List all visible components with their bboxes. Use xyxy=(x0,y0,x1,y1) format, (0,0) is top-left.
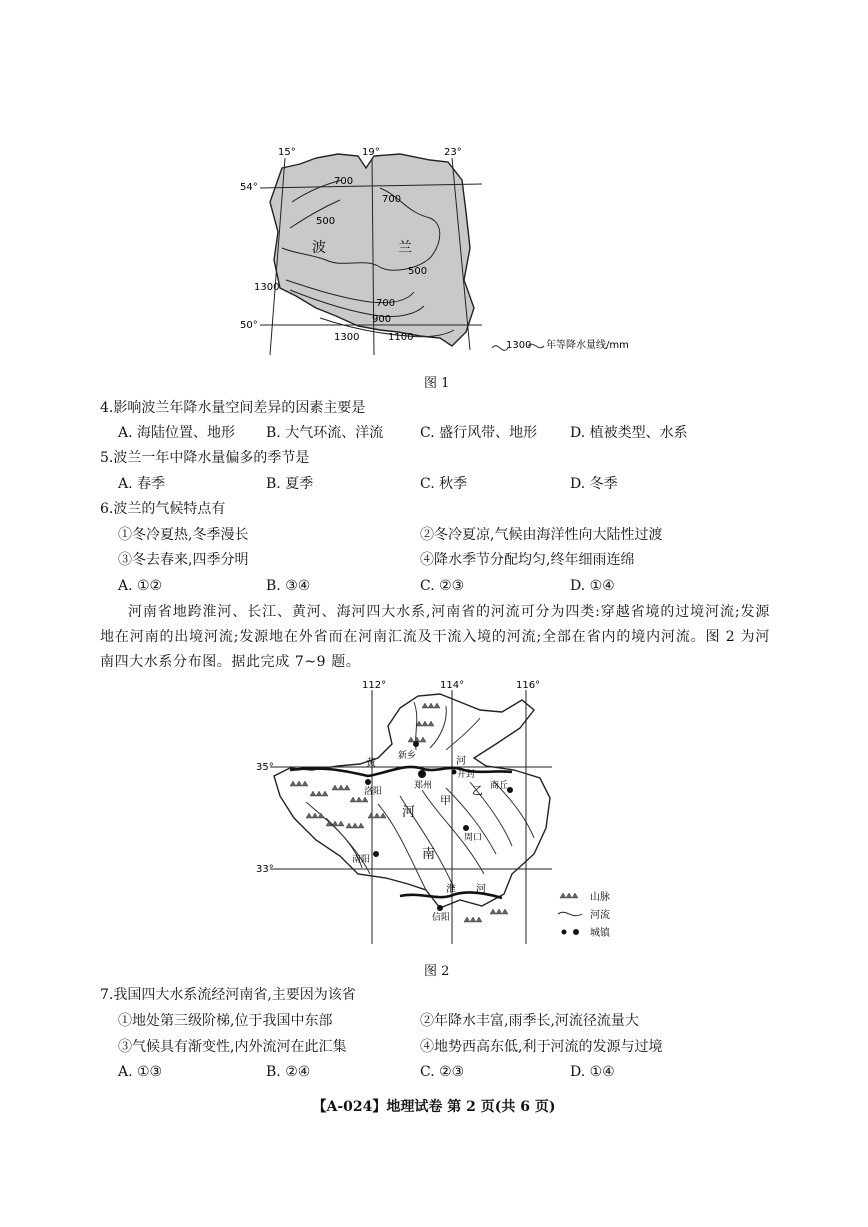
legend-town: 城镇 xyxy=(590,928,610,939)
q6-statement-3: ③冬去春来,四季分明 xyxy=(118,552,249,568)
q7-statement-3: ③气候具有渐变性,内外流河在此汇集 xyxy=(118,1039,347,1055)
area-label: 甲 xyxy=(440,794,451,807)
q7-statement-2: ②年降水丰富,雨季长,河流径流量大 xyxy=(420,1013,639,1029)
city-label: 信阳 xyxy=(432,913,451,923)
city-label: 南阳 xyxy=(352,855,371,865)
question-5-stem: 5.波兰一年中降水量偏多的季节是 xyxy=(100,450,310,466)
isohyet-label: 1100 xyxy=(388,332,414,343)
lon-label: 114° xyxy=(440,680,465,691)
isohyet-label: 700 xyxy=(382,194,402,205)
city-label: 开封 xyxy=(457,770,476,780)
figure1-poland-map xyxy=(230,140,650,365)
lon-label: 19° xyxy=(362,147,380,158)
q5-option-c[interactable]: C. 秋季 xyxy=(420,476,468,492)
q4-option-c[interactable]: C. 盛行风带、地形 xyxy=(420,425,538,441)
question-4-stem: 4.影响波兰年降水量空间差异的因素主要是 xyxy=(100,400,366,416)
q7-option-b[interactable]: B. ②④ xyxy=(266,1064,311,1080)
isohyet-label: 900 xyxy=(372,314,392,325)
q4-option-b[interactable]: B. 大气环流、洋流 xyxy=(266,425,384,441)
q6-statement-2: ②冬冷夏凉,气候由海洋性向大陆性过渡 xyxy=(420,527,663,543)
legend-text: 年等降水量线/mm xyxy=(546,340,629,351)
henan-outline xyxy=(274,694,550,908)
lon-label: 23° xyxy=(444,147,462,158)
figure1-caption: 图 1 xyxy=(424,376,450,391)
question-7-stem: 7.我国四大水系流经河南省,主要因为该省 xyxy=(100,987,356,1003)
q6-option-d[interactable]: D. ①④ xyxy=(570,578,615,594)
city-label: 周口 xyxy=(464,833,483,843)
lat-label: 35° xyxy=(256,762,274,773)
city-label: 新乡 xyxy=(398,751,417,761)
q5-option-d[interactable]: D. 冬季 xyxy=(570,476,618,492)
q6-option-a[interactable]: A. ①② xyxy=(118,578,163,594)
q6-option-c[interactable]: C. ②③ xyxy=(420,578,465,594)
legend-mountain: 山脉 xyxy=(590,892,610,903)
river-label: 淮 xyxy=(446,884,456,895)
lon-label: 116° xyxy=(516,680,541,691)
lat-label: 50° xyxy=(240,320,258,331)
legend-river: 河流 xyxy=(590,910,610,921)
page-footer: 【A-024】地理试卷 第 2 页(共 6 页) xyxy=(312,1099,556,1115)
lon-label: 112° xyxy=(362,680,387,691)
isohyet-label: 700 xyxy=(334,176,354,187)
city-label: 洛阳 xyxy=(364,787,383,797)
river-label: 河 xyxy=(476,884,486,895)
legend-value: 1300 xyxy=(506,340,532,351)
q6-option-b[interactable]: B. ③④ xyxy=(266,578,311,594)
passage-text: 河南省地跨淮河、长江、黄河、海河四大水系,河南省的河流可分为四类:穿越省境的过境河流;发源地在河南的出境河流;发源地在外省而在河南汇流及干流入境的河流;全部在省内的境内河流。图 2 为河南四大水系分布图。据此完成 7~9 题。 xyxy=(100,604,770,670)
figure2-henan-map xyxy=(250,678,630,950)
lat-label: 54° xyxy=(240,182,258,193)
isohyet-label: 500 xyxy=(316,216,336,227)
figure2-caption: 图 2 xyxy=(424,964,450,979)
q7-statement-1: ①地处第三级阶梯,位于我国中东部 xyxy=(118,1013,333,1029)
q5-option-b[interactable]: B. 夏季 xyxy=(266,476,314,492)
country-label: 波 xyxy=(312,240,326,256)
isohyet-label: 1300 xyxy=(334,332,360,343)
lon-label: 15° xyxy=(278,147,296,158)
q7-option-d[interactable]: D. ①④ xyxy=(570,1064,615,1080)
q7-option-c[interactable]: C. ②③ xyxy=(420,1064,465,1080)
q4-option-d[interactable]: D. 植被类型、水系 xyxy=(570,425,688,441)
river-label: 河 xyxy=(456,756,466,767)
province-label: 河 xyxy=(402,805,416,820)
country-label: 兰 xyxy=(398,240,412,256)
q5-option-a[interactable]: A. 春季 xyxy=(118,476,166,492)
lat-label: 33° xyxy=(256,864,274,875)
city-label: 郑州 xyxy=(414,781,433,791)
isohyet-label: 1300 xyxy=(254,282,280,293)
q6-statement-1: ①冬冷夏热,冬季漫长 xyxy=(118,527,249,543)
city-label: 商丘 xyxy=(490,781,509,791)
question-6-stem: 6.波兰的气候特点有 xyxy=(100,501,226,517)
q6-statement-4: ④降水季节分配均匀,终年细雨连绵 xyxy=(420,552,635,568)
isohyet-label: 700 xyxy=(376,298,396,309)
q4-option-a[interactable]: A. 海陆位置、地形 xyxy=(118,425,236,441)
isohyet-label: 500 xyxy=(408,266,428,277)
river-label: 黄 xyxy=(366,758,376,769)
q7-option-a[interactable]: A. ①③ xyxy=(118,1064,163,1080)
province-label: 南 xyxy=(422,847,436,862)
area-label: 乙 xyxy=(472,784,483,797)
q7-statement-4: ④地势西高东低,利于河流的发源与过境 xyxy=(420,1039,663,1055)
